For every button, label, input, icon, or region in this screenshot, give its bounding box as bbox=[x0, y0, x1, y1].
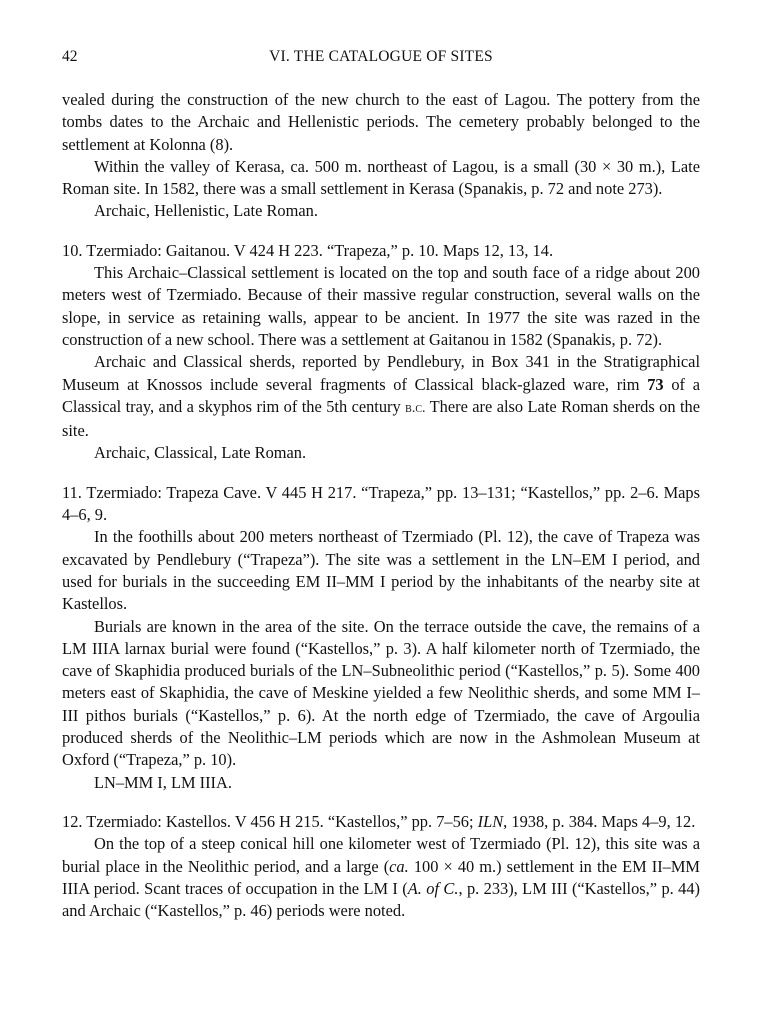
site-entry-11 bbox=[62, 482, 700, 794]
paragraph bbox=[62, 833, 700, 922]
era-abbreviation: b.c. bbox=[405, 400, 426, 416]
body-text bbox=[62, 89, 700, 922]
site-entry-10 bbox=[62, 240, 700, 465]
catalogue-number: 73 bbox=[647, 374, 664, 394]
page-header bbox=[62, 48, 700, 70]
periods-line: Archaic, Classical, Late Roman. bbox=[94, 443, 307, 463]
journal-abbreviation: ILN bbox=[477, 811, 504, 831]
paragraph: In the foothills about 200 meters northeast of Tzermiado (Pl. 12), the cave of Trapeza was excavated by Pendlebury (“Trapeza”). The site was a settlement in the LN–EM I period, and used for burials in the succeeding EM II–MM I period by the inhabitants of the nearby site at Kastellos. bbox=[62, 527, 700, 614]
text-run: , p. 233), LM III (“Kastellos,” p. 44) and Archaic (“Kastellos,” p. 46) periods were noted. bbox=[62, 878, 700, 921]
reference-abbreviation: A. of C. bbox=[407, 878, 459, 898]
page bbox=[62, 48, 700, 922]
paragraph: Within the valley of Kerasa, ca. 500 m. northeast of Lagou, is a small (30 × 30 m.), Late Roman site. In 1582, there was a small settlement in Kerasa (Spanakis, p. 72 and note 273). bbox=[62, 156, 700, 199]
site-entry-12 bbox=[62, 811, 700, 922]
italic-term: ca. bbox=[389, 856, 409, 876]
entry-heading: 10. Tzermiado: Gaitanou. V 424 H 223. “Trapeza,” p. 10. Maps 12, 13, 14. bbox=[62, 240, 554, 260]
page-number: 42 bbox=[62, 48, 78, 65]
text-run: There are also Late Roman sherds on the site. bbox=[62, 396, 700, 441]
periods-line: Archaic, Hellenistic, Late Roman. bbox=[94, 201, 318, 221]
paragraph: This Archaic–Classical settlement is located on the top and south face of a ridge about 200 meters west of Tzermiado. Because of their massive regular construction, several walls on the slope, in service as retaining walls, appear to be ancient. In 1977 the site was razed in the construction of a new school. There was a settlement at Gaitanou in 1582 (Spanakis, p. 72). bbox=[62, 263, 700, 349]
entry-heading bbox=[62, 811, 700, 833]
entry-heading: 11. Tzermiado: Trapeza Cave. V 445 H 217. “Trapeza,” pp. 13–131; “Kastellos,” pp. 2–6. Maps 4–6, 9. bbox=[62, 482, 700, 525]
text-run: On the top of a steep conical hill one kilometer west of Tzermiado (Pl. 12), this site was a burial place in the Neolithic period, and a large ( bbox=[62, 834, 700, 876]
paragraph: vealed during the construction of the new church to the east of Lagou. The pottery from the tombs dates to the Archaic and Hellenistic periods. The cemetery probably belonged to the settlement at Kolonna (8). bbox=[62, 90, 700, 154]
text-run: Archaic and Classical sherds, reported by Pendlebury, in Box 341 in the Stratigraphical Museum at Knossos include several fragments of Classical black-glazed ware, rim bbox=[62, 352, 700, 394]
text-run: of a Classical tray, and a skyphos rim of the 5th century bbox=[62, 374, 700, 416]
periods-line: LN–MM I, LM IIIA. bbox=[94, 772, 232, 792]
running-head: VI. THE CATALOGUE OF SITES bbox=[269, 48, 493, 65]
paragraph: Burials are known in the area of the site. On the terrace outside the cave, the remains of a LM IIIA larnax burial were found (“Kastellos,” p. 3). A half kilometer north of Tzermiado, the cave of Skaphidia produced burials of the LN–Subneolithic period (“Kastellos,” p. 5). Some 400 meters east of Skaphidia, the cave of Meskine yielded a few Neolithic sherds, and some MM I–III pithos burials (“Kastellos,” p. 6). At the north edge of Tzermiado, the cave of Argoulia produced sherds of the Neolithic–LM periods which are now in the Ashmolean Museum at Oxford (“Trapeza,” p. 10). bbox=[62, 616, 700, 770]
paragraph bbox=[62, 351, 700, 442]
text-run: 100 × 40 m.) settlement in the EM II–MM IIIA period. Scant traces of occupation in the LM I ( bbox=[62, 856, 700, 898]
entry-continuation bbox=[62, 89, 700, 223]
text-run: , 1938, p. 384. Maps 4–9, 12. bbox=[503, 811, 696, 831]
text-run: 12. Tzermiado: Kastellos. V 456 H 215. “Kastellos,” pp. 7–56; bbox=[62, 811, 474, 831]
